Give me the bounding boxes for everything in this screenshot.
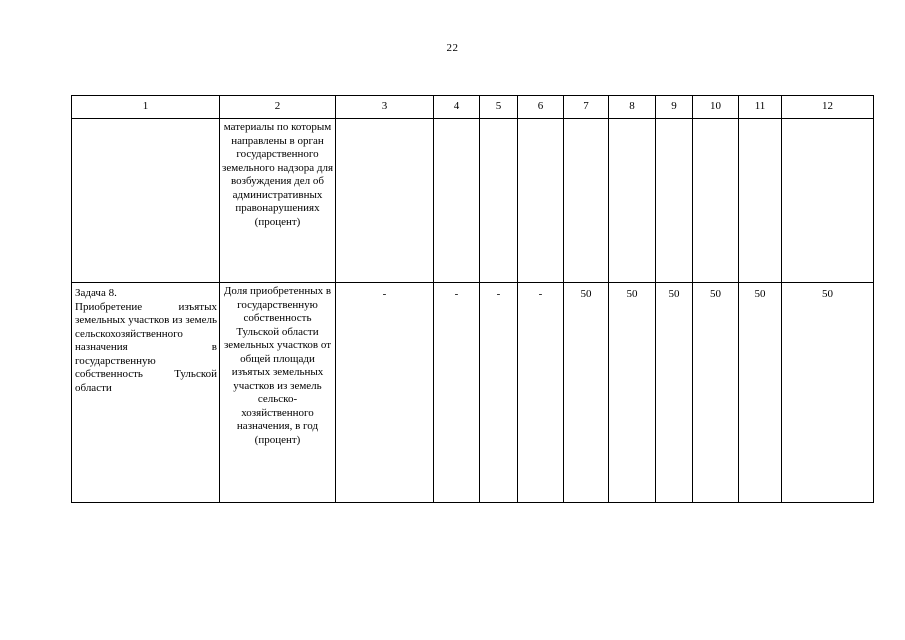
column-header: 1 [72,96,220,119]
value-cell: 50 [782,283,874,503]
task-cell [72,283,220,503]
column-header: 5 [480,96,518,119]
column-header: 11 [739,96,782,119]
task-cell [72,119,220,283]
column-header: 8 [609,96,656,119]
indicator-cell: Доля приобретенных в государственную собственность Тульской области земельных участков от общей площади изъятых земельных участков из земель сельско-хозяйственного назначения, в год (процент) [220,283,336,503]
task-description: Приобретение изъятых земельных участков из земель сельскохозяйственного назначения в государственную собственность Тульской области [75,300,217,394]
value-cell [739,119,782,283]
value-cell [564,119,609,283]
column-header: 6 [518,96,564,119]
value-cell [693,119,739,283]
column-header: 9 [656,96,693,119]
value-cell: - [518,283,564,503]
column-header: 10 [693,96,739,119]
indicator-cell: материалы по которым направлены в орган государственного земельного надзора для возбуждения дел об административных правонарушениях (процент) [220,119,336,283]
value-cell [480,119,518,283]
value-cell [782,119,874,283]
column-header: 12 [782,96,874,119]
value-cell [609,119,656,283]
column-header: 2 [220,96,336,119]
table-row [72,283,874,503]
value-cell [518,119,564,283]
indicator-table [71,95,874,503]
page-number: 22 [446,42,459,54]
table-row [72,119,874,283]
value-cell: - [434,283,480,503]
value-cell [656,119,693,283]
value-cell: 50 [693,283,739,503]
column-header: 7 [564,96,609,119]
value-cell: - [336,283,434,503]
column-header: 3 [336,96,434,119]
value-cell: 50 [656,283,693,503]
column-header: 4 [434,96,480,119]
value-cell [434,119,480,283]
value-cell: - [480,283,518,503]
header-row [72,96,874,119]
value-cell: 50 [609,283,656,503]
value-cell: 50 [564,283,609,503]
task-title: Задача 8. [75,287,117,299]
value-cell: 50 [739,283,782,503]
value-cell [336,119,434,283]
